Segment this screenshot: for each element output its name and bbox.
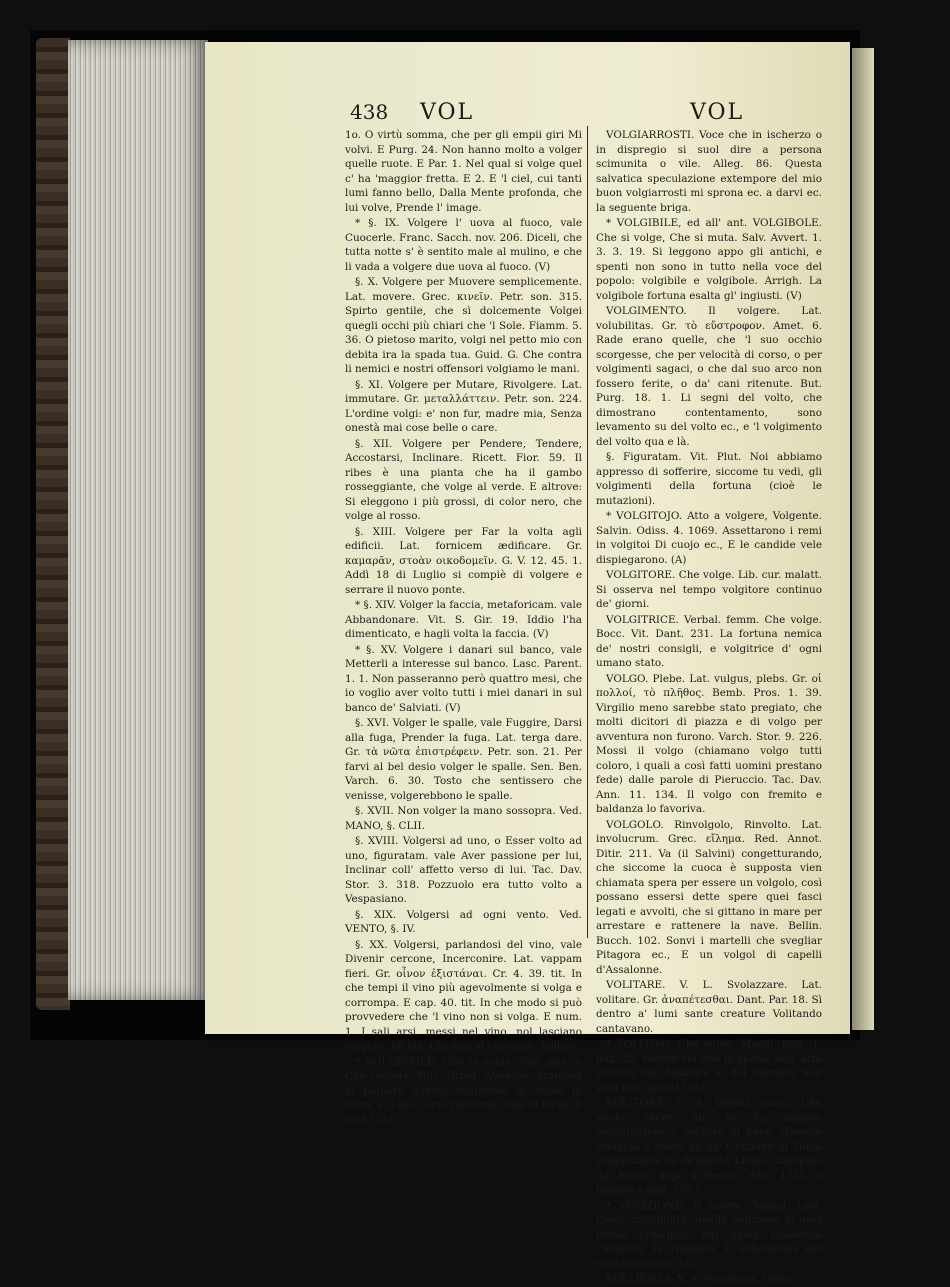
entry-paragraph: §. XVIII. Volgersi ad uno, o Esser volto ad uno, figuratam. vale Aver passione per lui, Inclinar coll' affetto verso di lui. Tac. Dav. Stor. 3. 318. Pozzuolo era tutto volto a Vespasiano. [345,835,582,905]
entry-paragraph: VOLGITORE. Che volge. Lib. cur. malatt. Si osserva nel tempo volgitore continuo de' giorni. [596,569,822,610]
entry-paragraph: * §. XIV. Volger la faccia, metaforicam. vale Abbandonare. Vit. S. Gir. 19. Iddio l'ha dimenticato, e hagli volta la faccia. (V) [345,599,582,640]
entry-paragraph: §. XIX. Volgersi ad ogni vento. Ved. VENTO, §. IV. [345,908,582,935]
entry-paragraph: VOLGIARROSTI. Voce che in ischerzo o in dispregio si suol dire a persona scimunita o vile. Alleg. 86. Questa salvatica speculazione extempore del mio buon volgiarrosti mi sprona ec. a darvi ec. la seguente briga. [596,129,822,214]
entry-paragraph: VOLITORE. V. A. Verbal. masc. Che vuole. Dicer. div. Io fui sempre consigliatore e volitore di pace. (Questo esempio è tratto da un' Orazione di Tullio volgarizzata da Brunetto Latini, stampato dal Manni dopo il Boezio, ediz. 1735, e leggesi a pag. 177.) [596,1097,822,1196]
entry-paragraph: VOLITARE. V. L. Svolazzare. Lat. volitare. Gr. ἀναπέτεσθαι. Dant. Par. 18. Sì dentro a' lumi sante creature Volitando cantavano. [596,979,822,1035]
entry-paragraph: §. XX. Volgersi, parlandosi del vino, vale Divenir cercone, Incerconire. Lat. vappam fieri. Gr. οἶνον ἐξιστάναι. Cr. 4. 39. tit. In che tempi il vino più agevolmente si volga e corrompa. E cap. 40. tit. In che modo si può provvedere che 'l vino non si volga. E num. 1. I sali arsi, messi nel vino, nol lasciano volgere, nè più, che non si conviene, bollire. [345,938,582,1052]
entry-paragraph: VOLLIENZA. V. A. Voglienza, Voglia. [606,1273,797,1285]
entry-paragraph: §. XVII. Non volger la mano sossopra. Ved. MANO, §. CLII. [345,805,582,832]
entry-paragraph: * VOLITIVO. Che vuole. Magal. part. 1. lett. 25. Vedete voi che la specie dell' atto volitivo del desinare e del dormire non vien mai ignuda? (A) [596,1038,822,1094]
entry-paragraph: VOLGOLO. Rinvolgolo, Rinvolto. Lat. involucrum. Grec. εἴλημα. Red. Annot. Ditir. 211. Va (il Salvini) congetturando, che siccome la cuoca è supposta vien chiamata spera per essere un volgolo, così possano essersi dette spere quei fasci legati e avvolti, che si gittano in mare per arrestare e rattenere la nave. Bellin. Bucch. 102. Sonvi i martelli che svegliar Pitagora ec., E un volgol di capelli d'Assalonne. [596,818,822,976]
entry-paragraph: VOLGO. Plebe. Lat. vulgus, plebs. Gr. οἱ πολλοί, τὸ πλῆθος. Bemb. Pros. 1. 39. Virgilio meno sarebbe stato pregiato, che molti dicitori di piazza e di volgo per avventura non furono. Varch. Stor. 9. 226. Mossi il volgo (chiamano volgo tutti coloro, i quali a così fatti uomini prestano fede) dalle parole di Pieruccio. Tac. Dav. Ann. 11. 134. Il volgo con fremito e baldanza lo favoriva. [596,672,822,815]
entry-paragraph: VOLGITRICE. Verbal. femm. Che volge. Bocc. Vit. Dant. 231. La fortuna nemica de' nostri consigli, e volgitrice d' ogni umano stato. [596,613,822,669]
column-rule [587,126,588,938]
page-edges [68,40,208,1000]
book-spine [36,38,70,1010]
page-number: 438 [350,100,389,124]
left-running-head: VOL [420,100,475,125]
entry-paragraph: §. Figuratam. Vit. Plut. Noi abbiamo appresso di sofferire, siccome tu vedi, gli volgimenti della fortuna (cioè le mutazioni). [596,451,822,507]
entry-paragraph: * §. IX. Volgere l' uova al fuoco, vale Cuocerle. Franc. Sacch. nov. 206. Diceli, che tutta notte s' è sentito male al mulino, e che li vada a volgere due uova al fuoco. (V) [345,217,582,273]
entry-paragraph: * VOLGEVOLE. Che si volge, Che gira, o Che ruotola. Pulc. Driad. Atalante, bramosa di palpare questo volgevole, si chinò in terra, e 'l suo corso rattenne. (Qui in forza di sust.) (A) [345,1055,582,1126]
entry-paragraph: §. X. Volgere per Muovere semplicemente. Lat. movere. Grec. κινεῖν. Petr. son. 315. Spirto gentile, che sì dolcemente Volgei quegli occhi più chiari che 'l Sole. Fiamm. 5. 36. O pietoso marito, volgi nel petto mio con debita ira la spada tua. Guid. G. Che contra li nemici e nostri offensori volgiamo le mani. [345,276,582,375]
entry-paragraph: * VOLGIBILE, ed all' ant. VOLGIBOLE. Che si volge, Che si muta. Salv. Avvert. 1. 3. 3. 19. Si leggono appo gli antichi, e spenti non sono in tutto nella voce del popolo: volgibile e volgibole. Arrigh. La volgibole fortuna esalta gl' ingiusti. (V) [596,217,822,302]
entry-paragraph: §. XIII. Volgere per Far la volta agli edificii. Lat. fornicem ædificare. Gr. καμαρᾶν, στοὰν οικοδομεῖν. G. V. 12. 45. 1. Addì 18 di Luglio si compiè di volgere e serrare il nuovo ponte. [345,525,582,596]
right-running-head: VOL [690,100,745,125]
right-column [596,128,822,1285]
entry-paragraph: * §. XV. Volgere i danari sul banco, vale Metterli a interesse sul banco. Lasc. Parent. 1. 1. Non passeranno però quattro mesi, che io voglio aver volto tutti i miei danari in sul banco de' Salviati. (V) [345,643,582,714]
entry-paragraph: * VOLIZIONE. Il volere. Magal. Lett. Quell' invisibilità, quella volizione di quel primo principio, dal quale riconosco l'artifizio, la visibilità, l' obbedienza del mondo visibile. (A) [596,1199,822,1270]
entry-paragraph: VOLGIMENTO. Il volgere. Lat. volubilitas. Gr. τὸ εὔστροφον. Amet. 6. Rade erano quelle, che 'l suo occhio scorgesse, che per velocità di corso, o per volgimenti sagaci, o che dal suo arco non fossero ferite, o da' cani ritenute. But. Purg. 18. 1. Li segni del volto, che dimostrano contentamento, sono levamento su del volto ec., e 'l volgimento del volto qua e là. [596,305,822,448]
entry-paragraph: §. XI. Volgere per Mutare, Rivolgere. Lat. immutare. Gr. μεταλλάττειν. Petr. son. 224. L'ordine volgi: e' non fur, madre mia, Senza onestà mai cose belle o care. [345,378,582,434]
facing-page-edge [852,48,874,1030]
left-column [345,128,582,1126]
entry-paragraph: * VOLGITOJO. Atto a volgere, Volgente. Salvin. Odiss. 4. 1069. Assettarono i remi in volgitoi Di cuojo ec., E le candide vele dispiegarono. (A) [596,510,822,566]
entry-paragraph: 1o. O virtù somma, che per gli empii giri Mi volvi. E Purg. 24. Non hanno molto a volger quelle ruote. E Par. 1. Nel qual si volge quel c' ha 'maggior fretta. E 2. E 'l ciel, cui tanti lumi fanno bello, Dalla Mente profonda, che lui volve, Prende l' image. [345,129,582,214]
entry-paragraph: §. XII. Volgere per Pendere, Tendere, Accostarsi, Inclinare. Ricett. Fior. 59. Il ribes è una pianta che ha il gambo rosseggiante, che volge al verde. E altrove: Si eleggono i più grossi, di color nero, che volge al rosso. [345,437,582,522]
page-header [350,100,950,130]
entry-paragraph: §. XVI. Volger le spalle, vale Fuggire, Darsi alla fuga, Prender la fuga. Lat. terga dare. Gr. τὰ νῶτα ἐπιστρέφειν. Petr. son. 21. Per farvi al bel desio volger le spalle. Sen. Ben. Varch. 6. 30. Tosto che sentissero che venisse, volgerebbono le spalle. [345,717,582,802]
